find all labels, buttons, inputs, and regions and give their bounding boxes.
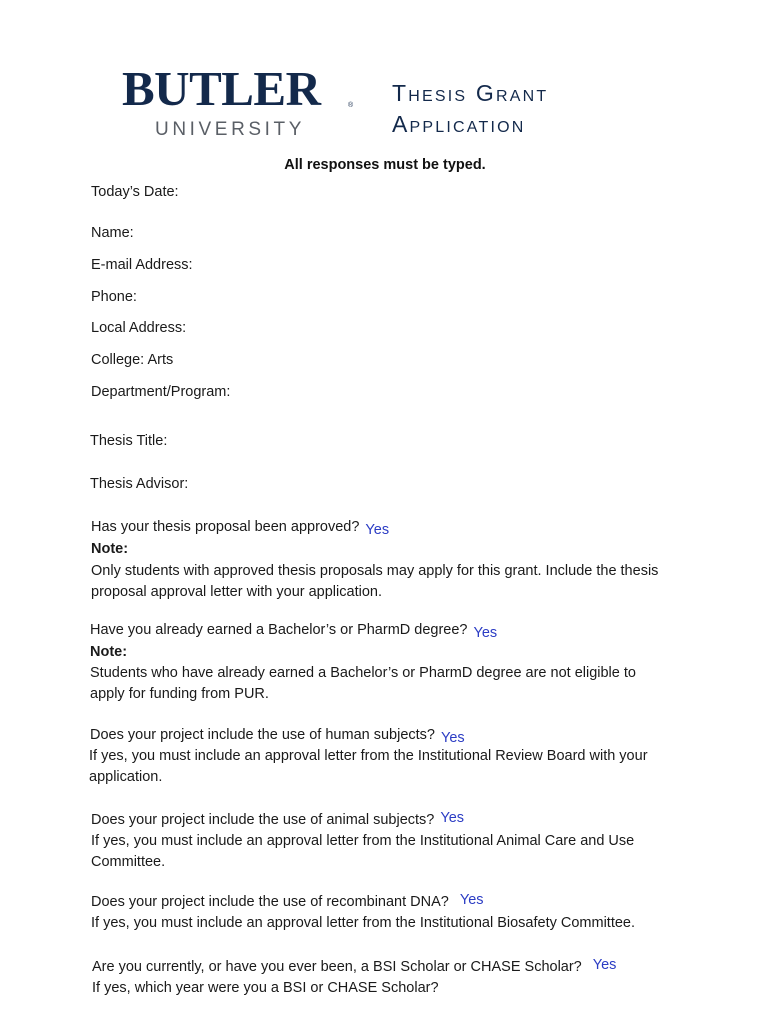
question-prior-degree xyxy=(90,620,497,641)
question-recombinant-dna xyxy=(91,892,484,913)
question-proposal-approved xyxy=(91,517,389,538)
college-label: College: xyxy=(91,352,145,368)
note-label: Note: xyxy=(91,541,129,557)
name-field[interactable] xyxy=(91,223,134,244)
human-subjects-answer[interactable]: Yes xyxy=(440,730,465,746)
thesis-advisor-label: Thesis Advisor: xyxy=(90,476,189,492)
note-text-line: If yes, which year were you a BSI or CHASE Scholar? xyxy=(92,980,439,996)
document-title-line1: Thesis Grant xyxy=(392,80,549,106)
logo-registered-mark: ® xyxy=(348,102,354,109)
bsi-chase-scholar-answer[interactable]: Yes xyxy=(592,957,617,973)
document-title xyxy=(392,78,548,140)
question-animal-subjects xyxy=(91,810,464,831)
animal-subjects-answer[interactable]: Yes xyxy=(440,810,465,826)
question-text: Have you already earned a Bachelor’s or PharmD degree? xyxy=(90,622,468,638)
department-field[interactable] xyxy=(91,382,230,403)
date-label: Today’s Date: xyxy=(91,184,179,200)
bsi-chase-year-field[interactable] xyxy=(92,978,439,999)
document-title-line2: Application xyxy=(392,111,526,137)
name-label: Name: xyxy=(91,225,134,241)
note-text-line: Committee. xyxy=(91,854,166,870)
proposal-approved-answer[interactable]: Yes xyxy=(365,522,390,538)
instruction-text: All responses must be typed. xyxy=(284,157,486,173)
question-bsi-chase-scholar xyxy=(92,957,616,978)
question-text: Are you currently, or have you ever been, a BSI Scholar or CHASE Scholar? xyxy=(92,959,582,975)
recombinant-dna-answer[interactable]: Yes xyxy=(459,892,484,908)
email-label: E-mail Address: xyxy=(91,257,193,273)
date-field[interactable] xyxy=(91,182,179,203)
thesis-title-field[interactable] xyxy=(90,431,167,452)
butler-university-logo xyxy=(122,61,354,142)
note-text-line: apply for funding from PUR. xyxy=(90,686,269,702)
department-label: Department/Program: xyxy=(91,384,231,400)
phone-label: Phone: xyxy=(91,289,137,305)
thesis-advisor-field[interactable] xyxy=(90,474,188,495)
college-value: Arts xyxy=(147,352,174,368)
question-text: Does your project include the use of animal subjects? xyxy=(91,812,435,828)
note-text-line: If yes, you must include an approval letter from the Institutional Review Board with your xyxy=(89,748,648,764)
local-address-label: Local Address: xyxy=(91,320,187,336)
question-text: Does your project include the use of human subjects? xyxy=(90,727,435,743)
question-text: Has your thesis proposal been approved? xyxy=(91,519,360,535)
logo-subtitle: UNIVERSITY xyxy=(155,119,306,140)
note-text-line: Only students with approved thesis proposals may apply for this grant. Include the thesis xyxy=(91,563,659,579)
phone-field[interactable] xyxy=(91,287,137,308)
email-field[interactable] xyxy=(91,255,193,276)
note-text-line: proposal approval letter with your application. xyxy=(91,584,382,600)
logo-wordmark: BUTLER xyxy=(122,61,321,116)
thesis-title-label: Thesis Title: xyxy=(90,433,168,449)
prior-degree-answer[interactable]: Yes xyxy=(473,625,498,641)
college-field[interactable] xyxy=(91,350,173,371)
note-text-line: If yes, you must include an approval letter from the Institutional Biosafety Committee. xyxy=(91,915,636,931)
note-label: Note: xyxy=(90,644,128,660)
question-text: Does your project include the use of recombinant DNA? xyxy=(91,894,449,910)
question-human-subjects xyxy=(90,725,465,746)
note-text-line: Students who have already earned a Bachelor’s or PharmD degree are not eligible to xyxy=(90,665,636,681)
note-text-line: application. xyxy=(89,769,163,785)
note-text-line: If yes, you must include an approval letter from the Institutional Animal Care and Use xyxy=(91,833,635,849)
local-address-field[interactable] xyxy=(91,318,186,339)
